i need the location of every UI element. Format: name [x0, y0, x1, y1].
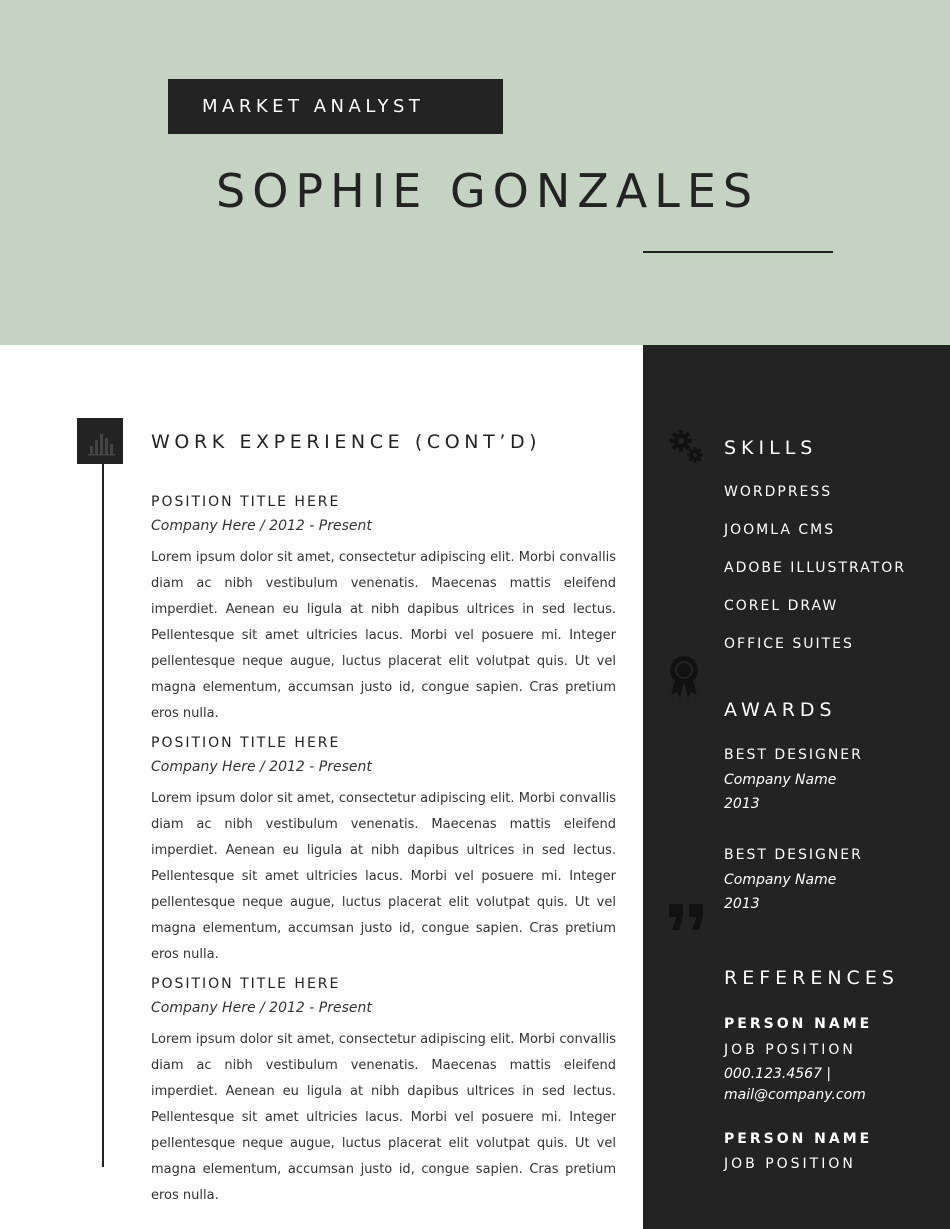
reference-name: PERSON NAME — [724, 1131, 873, 1147]
job-position: POSITION TITLE HERE — [151, 976, 341, 992]
job-description: Lorem ipsum dolor sit amet, consectetur adipiscing elit. Morbi convallis diam ac nibh vestibulum venenatis. Maecenas mattis eleifend imperdiet. Aenean eu ligula at nibh dapibus ultrices in sed lectus. Pellentesque sit amet ultricies lacus. Morbi vel posuere mi. Integer pellentesque neque augue, luctus placerat elit volutpat quis. Ut vel magna elementum, accumsan justo id, congue sapien. Cras pretium eros nulla. — [151, 791, 616, 962]
job-entry — [151, 974, 616, 1209]
award-year: 2013 — [724, 796, 760, 812]
job-position: POSITION TITLE HERE — [151, 735, 341, 751]
job-company: Company Here / 2012 - Present — [151, 518, 372, 534]
work-icon-box — [77, 418, 123, 464]
skills-title: SKILLS — [724, 437, 818, 459]
gears-icon — [668, 428, 706, 466]
award-company: Company Name — [724, 772, 837, 788]
award-name: BEST DESIGNER — [724, 747, 863, 763]
job-title-box — [168, 79, 503, 134]
skill-item: OFFICE SUITES — [724, 636, 854, 652]
reference-email: mail@company.com — [724, 1087, 866, 1103]
work-section-title: WORK EXPERIENCE (CONT’D) — [151, 431, 542, 453]
reference-phone: 000.123.4567 | — [724, 1066, 832, 1082]
skill-item: ADOBE ILLUSTRATOR — [724, 560, 906, 576]
quote-icon — [668, 903, 706, 931]
award-name: BEST DESIGNER — [724, 847, 863, 863]
job-company: Company Here / 2012 - Present — [151, 759, 372, 775]
job-title: MARKET ANALYST — [202, 96, 425, 117]
award-ribbon-icon — [668, 655, 700, 699]
reference-position: JOB POSITION — [724, 1156, 856, 1172]
timeline-line — [102, 464, 104, 1167]
award-year: 2013 — [724, 896, 760, 912]
header-divider — [643, 251, 833, 253]
job-entry — [151, 492, 616, 727]
job-entry — [151, 733, 616, 968]
reference-name: PERSON NAME — [724, 1016, 873, 1032]
skill-item: WORDPRESS — [724, 484, 833, 500]
references-title: REFERENCES — [724, 967, 899, 989]
award-company: Company Name — [724, 872, 837, 888]
candidate-name: SOPHIE GONZALES — [216, 164, 760, 218]
awards-title: AWARDS — [724, 699, 837, 721]
skill-item: COREL DRAW — [724, 598, 839, 614]
job-description: Lorem ipsum dolor sit amet, consectetur adipiscing elit. Morbi convallis diam ac nibh vestibulum venenatis. Maecenas mattis eleifend imperdiet. Aenean eu ligula at nibh dapibus ultrices in sed lectus. Pellentesque sit amet ultricies lacus. Morbi vel posuere mi. Integer pellentesque neque augue, luctus placerat elit volutpat quis. Ut vel magna elementum, accumsan justo id, congue sapien. Cras pretium eros nulla. — [151, 1032, 616, 1203]
job-description: Lorem ipsum dolor sit amet, consectetur adipiscing elit. Morbi convallis diam ac nibh vestibulum venenatis. Maecenas mattis eleifend imperdiet. Aenean eu ligula at nibh dapibus ultrices in sed lectus. Pellentesque sit amet ultricies lacus. Morbi vel posuere mi. Integer pellentesque neque augue, luctus placerat elit volutpat quis. Ut vel magna elementum, accumsan justo id, congue sapien. Cras pretium eros nulla. — [151, 550, 616, 721]
skill-item: JOOMLA CMS — [724, 522, 836, 538]
job-company: Company Here / 2012 - Present — [151, 1000, 372, 1016]
reference-position: JOB POSITION — [724, 1042, 856, 1058]
job-position: POSITION TITLE HERE — [151, 494, 341, 510]
bar-chart-icon — [77, 418, 123, 464]
